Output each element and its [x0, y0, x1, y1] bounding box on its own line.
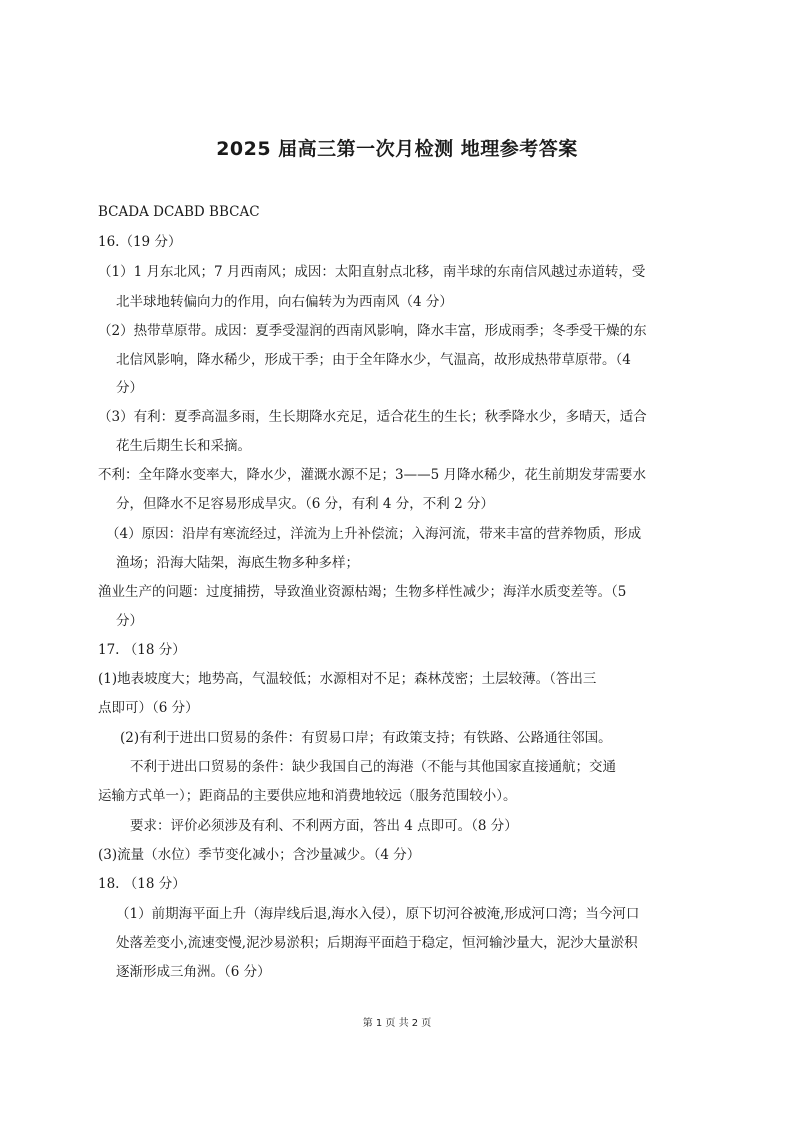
answer-line: 北半球地转偏向力的作用，向右偏转为为西南风（4 分）: [116, 294, 453, 310]
answer-line: 分）: [116, 380, 143, 396]
answer-line: (1)地表坡度大；地势高，气温较低；水源相对不足；森林茂密；土层较薄。（答出三: [98, 671, 597, 687]
page-number: 第 1 页 共 2 页: [362, 1018, 432, 1029]
answer-line: 渔业生产的问题：过度捕捞，导致渔业资源枯竭；生物多样性减少；海洋水质变差等。（5: [98, 584, 627, 600]
answer-line: 北信风影响，降水稀少，形成干季；由于全年降水少，气温高，故形成热带草原带。（4: [116, 352, 631, 368]
answer-line: 渔场；沿海大陆架，海底生物多种多样；: [116, 555, 359, 571]
answer-line: (3)流量（水位）季节变化减小；含沙量减少。（4 分）: [98, 847, 421, 863]
answer-line: 分）: [116, 613, 143, 629]
answer-line: 处落差变小,流速变慢,泥沙易淤积；后期海平面趋于稳定，恒河输沙量大，泥沙大量淤积: [116, 935, 638, 951]
answer-line: 要求：评价必须涉及有利、不利两方面，答出 4 点即可。（8 分）: [130, 818, 518, 834]
answer-line: (2)有利于进出口贸易的条件：有贸易口岸；有政策支持；有铁路、公路通往邻国。: [120, 730, 612, 746]
question-18-heading: 18. （18 分）: [98, 876, 186, 892]
answer-line: 花生后期生长和采摘。: [116, 438, 251, 454]
answer-line: 不利于进出口贸易的条件：缺少我国自己的海港（不能与其他国家直接通航；交通: [130, 759, 616, 775]
answer-line: （2）热带草原带。成因：夏季受湿润的西南风影响，降水丰富，形成雨季；冬季受干燥的东: [98, 323, 647, 339]
answer-line: （1）前期海平面上升（海岸线后退,海水入侵），原下切河谷被淹,形成河口湾；当今河口: [116, 906, 640, 922]
answer-line: 不利：全年降水变率大，降水少，灌溉水源不足；3——5 月降水稀少，花生前期发芽需要水: [98, 467, 646, 483]
question-16-heading: 16.（19 分）: [98, 234, 182, 250]
answer-line: 点即可）（6 分）: [98, 700, 199, 716]
answer-line: 逐渐形成三角洲。（6 分）: [116, 964, 271, 980]
answer-line: 运输方式单一）；距商品的主要供应地和消费地较远（服务范围较小）。: [98, 788, 517, 804]
answer-line: 分，但降水不足容易形成旱灾。（6 分，有利 4 分，不利 2 分）: [116, 496, 494, 512]
answer-line: （4）原因：沿岸有寒流经过，洋流为上升补偿流；入海河流，带来丰富的营养物质，形成: [106, 526, 642, 542]
choice-answers: BCADA DCABD BBCAC: [98, 204, 260, 220]
page-title: 2025 届高三第一次月检测 地理参考答案: [216, 138, 578, 160]
question-17-heading: 17. （18 分）: [98, 642, 186, 658]
answer-line: （3）有利：夏季高温多雨，生长期降水充足，适合花生的生长；秋季降水少，多晴天，适合: [98, 409, 647, 425]
answer-line: （1）1 月东北风；7 月西南风；成因：太阳直射点北移，南半球的东南信风越过赤道转，受: [98, 264, 646, 280]
